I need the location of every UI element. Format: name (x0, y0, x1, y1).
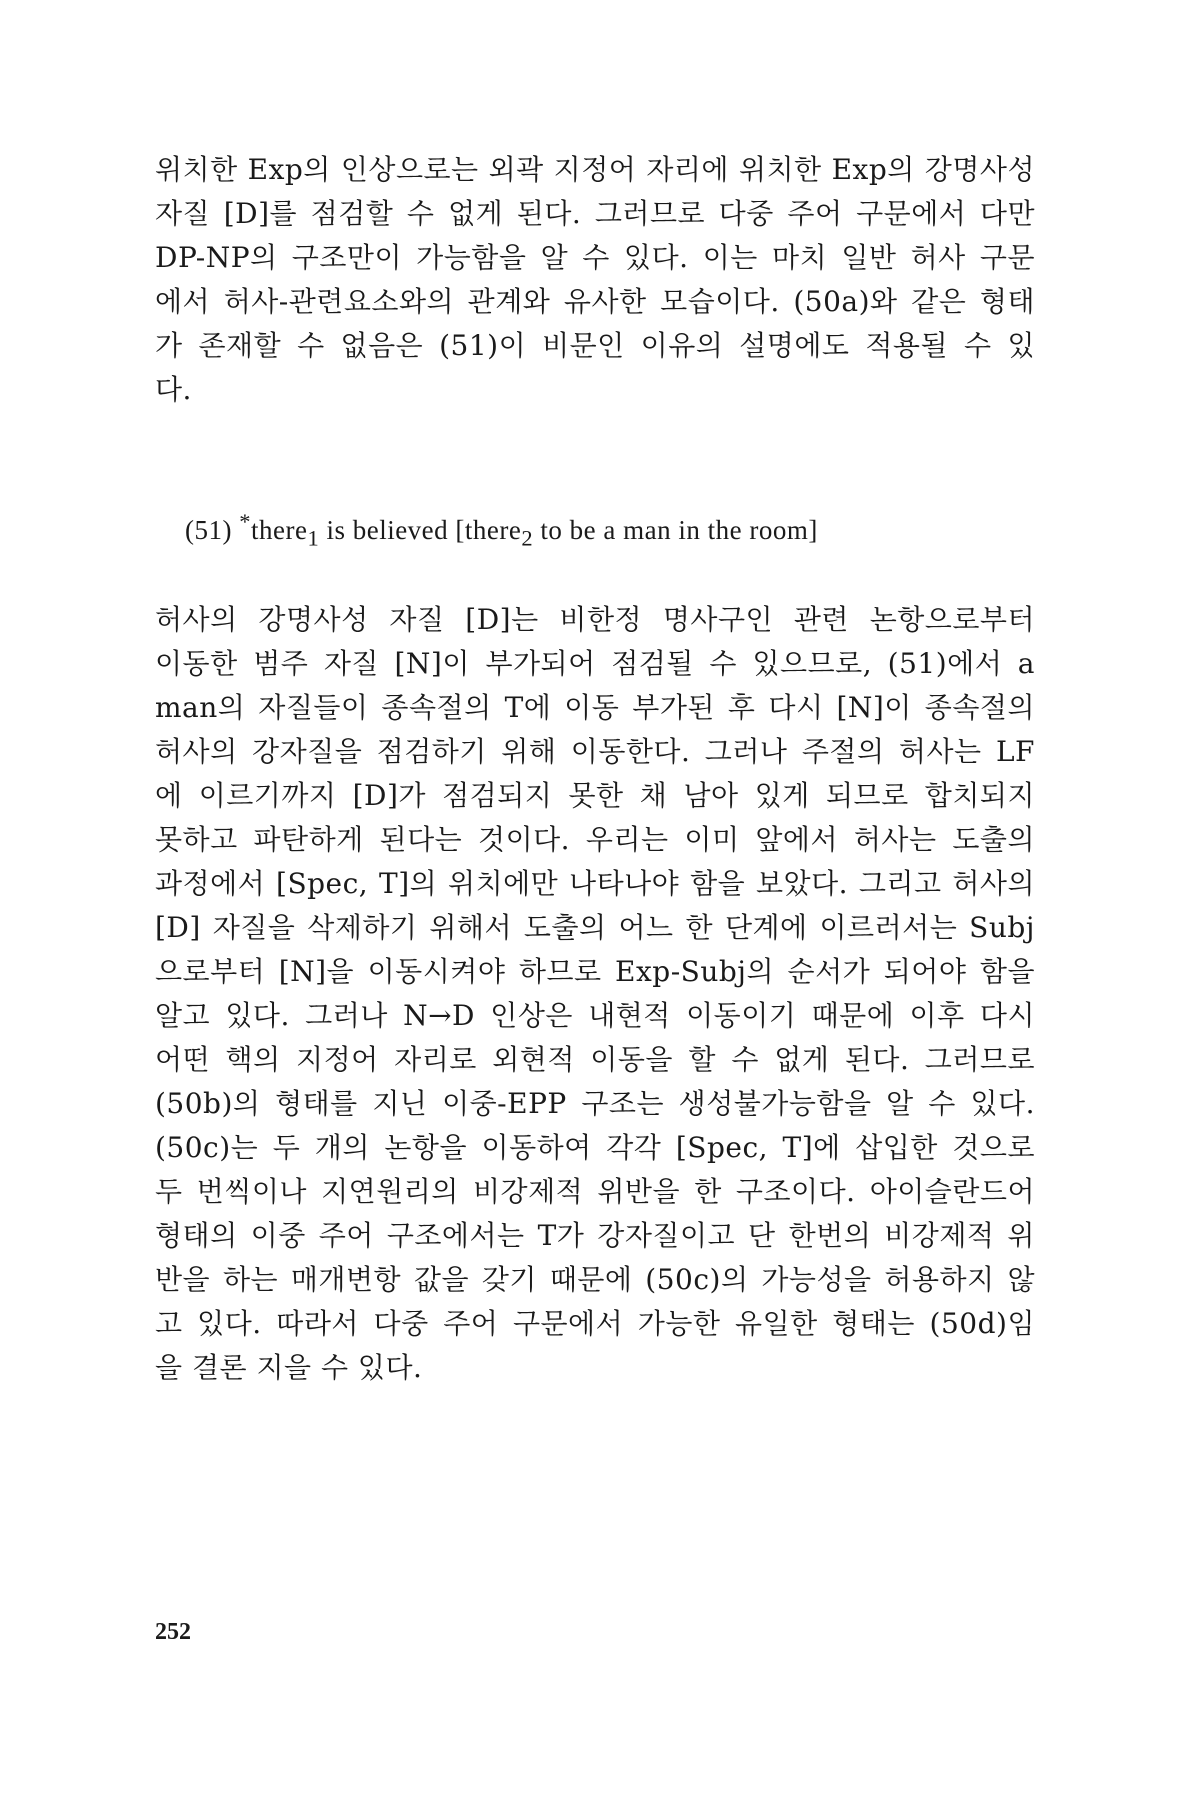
paragraph-line: 어떤 핵의 지정어 자리로 외현적 이동을 할 수 없게 된다. 그러므로 (155, 1043, 1035, 1076)
paragraph-1 (155, 148, 1035, 412)
paragraph-line: 고 있다. 따라서 다중 주어 구문에서 가능한 유일한 형태는 (50d)임 (155, 1307, 1035, 1340)
index-2: 2 (521, 525, 534, 551)
paragraph-line: 알고 있다. 그러나 N→D 인상은 내현적 이동이기 때문에 이후 다시 (155, 999, 1035, 1032)
example-number: (51) (185, 515, 232, 545)
paragraph-line: 다. (155, 373, 192, 406)
expletive-there-1: there (250, 515, 308, 545)
paragraph-line: 두 번씩이나 지연원리의 비강제적 위반을 한 구조이다. 아이슬란드어 (155, 1175, 1035, 1208)
paragraph-line: (50b)의 형태를 지닌 이중-EPP 구조는 생성불가능함을 알 수 있다. (155, 1087, 1035, 1120)
paragraph-line: 으로부터 [N]을 이동시켜야 하므로 Exp-Subj의 순서가 되어야 함을 (155, 955, 1035, 988)
index-1: 1 (307, 525, 320, 551)
paragraph-line: 허사의 강명사성 자질 [D]는 비한정 명사구인 관련 논항으로부터 (155, 603, 1035, 636)
paragraph-line: (50c)는 두 개의 논항을 이동하여 각각 [Spec, T]에 삽입한 것으로 (155, 1131, 1035, 1164)
page-number: 252 (155, 1619, 191, 1645)
paragraph-line: 자질 [D]를 점검할 수 없게 된다. 그러므로 다중 주어 구문에서 다만 (155, 197, 1035, 230)
example-text-tail: to be a man in the room] (533, 515, 818, 545)
paragraph-line: 가 존재할 수 없음은 (51)이 비문인 이유의 설명에도 적용될 수 있 (155, 329, 1035, 362)
paragraph-line: 형태의 이중 주어 구조에서는 T가 강자질이고 단 한번의 비강제적 위 (155, 1219, 1035, 1252)
paragraph-line: DP-NP의 구조만이 가능함을 알 수 있다. 이는 마치 일반 허사 구문 (155, 241, 1035, 274)
paragraph-line: 이동한 범주 자질 [N]이 부가되어 점검될 수 있으므로, (51)에서 a (155, 647, 1035, 680)
expletive-there-2: there (464, 515, 522, 545)
paragraph-line: 허사의 강자질을 점검하기 위해 이동한다. 그러나 주절의 허사는 LF (155, 735, 1035, 768)
paragraph-line: 반을 하는 매개변항 값을 갖기 때문에 (50c)의 가능성을 허용하지 않 (155, 1263, 1035, 1296)
example-text-mid: is believed [ (319, 515, 465, 545)
paragraph-line: [D] 자질을 삭제하기 위해서 도출의 어느 한 단계에 이르러서는 Subj (155, 911, 1035, 944)
ungrammatical-star: * (239, 509, 251, 534)
paragraph-line: 위치한 Exp의 인상으로는 외곽 지정어 자리에 위치한 Exp의 강명사성 (155, 153, 1035, 186)
paragraph-line: 못하고 파탄하게 된다는 것이다. 우리는 이미 앞에서 허사는 도출의 (155, 823, 1035, 856)
paragraph-line: man의 자질들이 종속절의 T에 이동 부가된 후 다시 [N]이 종속절의 (155, 691, 1035, 724)
paragraph-line: 과정에서 [Spec, T]의 위치에만 나타나야 함을 보았다. 그리고 허사의 (155, 867, 1035, 900)
paragraph-2 (155, 598, 1035, 1390)
paragraph-line: 에서 허사-관련요소와의 관계와 유사한 모습이다. (50a)와 같은 형태 (155, 285, 1035, 318)
paragraph-line: 을 결론 지을 수 있다. (155, 1351, 423, 1384)
example-sentence-51 (185, 500, 1005, 551)
example-line (185, 500, 1005, 551)
paragraph-line: 에 이르기까지 [D]가 점검되지 못한 채 남아 있게 되므로 합치되지 (155, 779, 1035, 812)
